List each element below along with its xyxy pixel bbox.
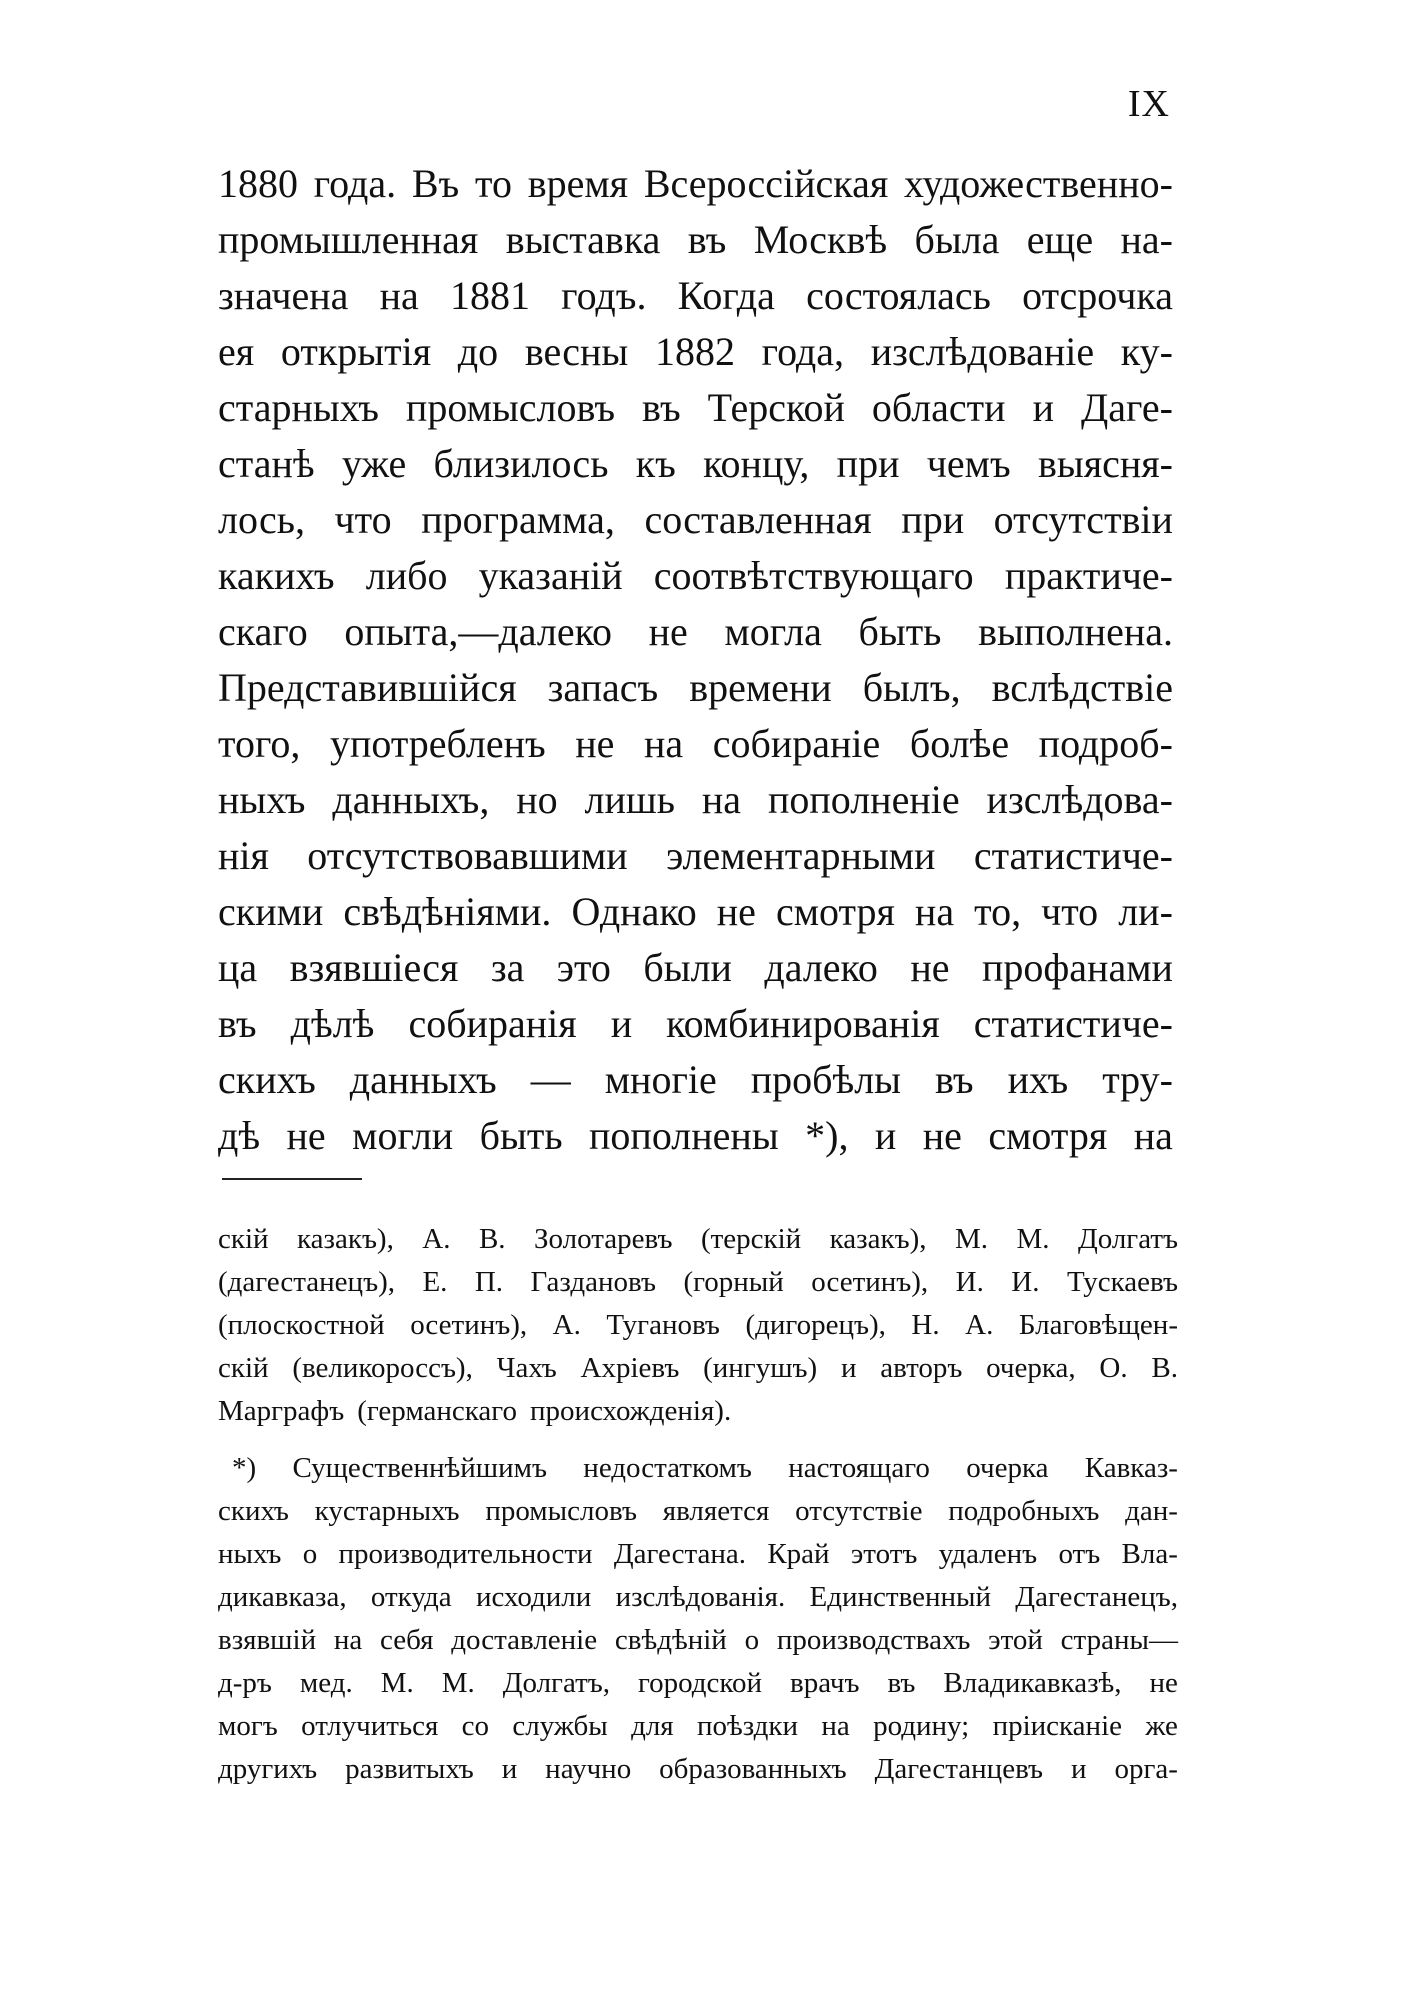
word: о (744, 1624, 760, 1656)
word: дѣлѣ (290, 1001, 375, 1046)
footnote-line (218, 1533, 1178, 1576)
word: родину; (873, 1710, 970, 1742)
word: Однако (571, 889, 697, 934)
word: Золотаревъ (534, 1223, 673, 1255)
word: смотря (988, 1113, 1108, 1158)
main-text-line (218, 716, 1173, 772)
word: значена (218, 273, 349, 318)
word: дѣ (218, 1113, 261, 1158)
main-text-line (218, 380, 1173, 436)
word: ца (218, 945, 258, 990)
word: мед. (299, 1667, 353, 1699)
word: области (871, 385, 1006, 430)
word: М. (954, 1223, 988, 1255)
word: пополненіе (767, 777, 960, 822)
word: пріисканіе (992, 1710, 1123, 1742)
word: статистиче- (973, 1001, 1173, 1046)
word: научно (545, 1753, 632, 1785)
word: (горный (683, 1266, 784, 1298)
word: происхожденія). (530, 1395, 732, 1427)
footnote-line (218, 1218, 1178, 1261)
word: П. (474, 1266, 504, 1298)
word: очерка (966, 1452, 1049, 1484)
word: еще (1026, 217, 1094, 262)
word: взявшій (218, 1624, 317, 1656)
word: 1880 (218, 161, 298, 206)
word: комбинированія (666, 1001, 940, 1046)
word: Дагестанецъ, (1015, 1581, 1178, 1613)
word: могъ (218, 1710, 278, 1742)
word: уже (341, 441, 407, 486)
word: промышленная (218, 217, 479, 262)
word: удаленъ (938, 1538, 1038, 1570)
word: старныхъ (218, 385, 379, 430)
word: очерка, (986, 1352, 1076, 1384)
word: скихъ (218, 1057, 316, 1102)
word: (германскаго (357, 1395, 517, 1427)
word: изслѣдованіе (870, 329, 1095, 374)
word: быть (858, 609, 942, 654)
word: М. (441, 1667, 475, 1699)
word: въ (887, 1667, 916, 1699)
word: на (644, 721, 684, 766)
word: Край (767, 1538, 830, 1570)
word: была (914, 217, 1000, 262)
word: Чахъ (496, 1352, 557, 1384)
word: М. (380, 1667, 414, 1699)
word: скими (218, 889, 324, 934)
word: А. (422, 1223, 451, 1255)
word: себя (380, 1624, 434, 1656)
footnote-continuation (218, 1218, 1178, 1433)
main-text-line (218, 1052, 1173, 1108)
word: на (701, 777, 742, 822)
word: на (333, 1624, 363, 1656)
word: концу, (703, 441, 810, 486)
word: поѣздки (696, 1710, 799, 1742)
main-text (218, 156, 1173, 1164)
word: изслѣдова- (986, 777, 1173, 822)
word: въ (935, 1057, 974, 1102)
word: скій (218, 1223, 269, 1255)
word: д-ръ (218, 1667, 272, 1699)
footnote-asterisk (218, 1447, 1178, 1791)
word: опыта,—далеко (344, 609, 612, 654)
word: практиче- (1004, 553, 1173, 598)
main-text-line (218, 324, 1173, 380)
word: Существеннѣйшимъ (292, 1452, 547, 1484)
word: не (648, 609, 688, 654)
word: выполнена. (978, 609, 1173, 654)
word: быть (479, 1113, 563, 1158)
word: дикавказа, (218, 1581, 347, 1613)
word: данныхъ, (332, 777, 490, 822)
word: на (379, 273, 419, 318)
word: кустарныхъ (314, 1495, 460, 1527)
word: Всероссійская (643, 161, 889, 206)
footnote-line (218, 1705, 1178, 1748)
word: взявшіеся (289, 945, 459, 990)
word: не (575, 721, 615, 766)
word: (плоскостной (218, 1309, 385, 1341)
word: свѣдѣніями. (343, 889, 552, 934)
word: и (874, 1113, 897, 1158)
word: А. (552, 1309, 581, 1341)
word: подроб- (1038, 721, 1173, 766)
word: службы (512, 1710, 608, 1742)
word: *), (805, 1113, 849, 1158)
word: другихъ (218, 1753, 318, 1785)
word: того, (218, 721, 301, 766)
word: 1881 (449, 273, 530, 318)
word: авторъ (880, 1352, 963, 1384)
word: употребленъ (329, 721, 546, 766)
word: то (475, 161, 512, 206)
word: но (516, 777, 558, 822)
word: были (643, 945, 732, 990)
main-text-line (218, 492, 1173, 548)
footnote-line (218, 1261, 1178, 1304)
word: изслѣдованія. (615, 1581, 786, 1613)
word: далеко (764, 945, 878, 990)
word: программа, (421, 497, 615, 542)
word: открытія (280, 329, 432, 374)
word: въ (218, 1001, 257, 1046)
word: не (922, 1113, 962, 1158)
word: свѣдѣній (614, 1624, 727, 1656)
word: чемъ (926, 441, 1011, 486)
word: за (490, 945, 525, 990)
word: нія (218, 833, 269, 878)
word: В. (1151, 1352, 1178, 1384)
word: отлучиться (301, 1710, 439, 1742)
word: Ахріевъ (580, 1352, 680, 1384)
word: до (457, 329, 499, 374)
main-text-line (218, 604, 1173, 660)
word: что (334, 497, 392, 542)
footnote-line (218, 1662, 1178, 1705)
word: И. (1011, 1266, 1040, 1298)
word: страны— (1060, 1624, 1178, 1656)
word: въ (642, 385, 681, 430)
word: промысловъ (485, 1495, 637, 1527)
word: (дагестанецъ), (218, 1266, 395, 1298)
word: скій (218, 1352, 269, 1384)
word: вслѣдствіе (991, 665, 1173, 710)
word: недостаткомъ (583, 1452, 752, 1484)
word: близилось (433, 441, 609, 486)
main-text-line (218, 772, 1173, 828)
footnote-line (218, 1390, 1178, 1433)
word: не (910, 945, 950, 990)
word: весны (524, 329, 629, 374)
word: Марграфъ (218, 1395, 345, 1427)
word: Н. (911, 1309, 940, 1341)
footnote-separator (222, 1178, 362, 1180)
word: времени (689, 665, 832, 710)
word: элементарными (666, 833, 936, 878)
word: (великороссъ), (292, 1352, 473, 1384)
footnote-gap (218, 1433, 1178, 1447)
main-text-line (218, 884, 1173, 940)
word: Тугановъ (606, 1309, 720, 1341)
word: Долгатъ, (502, 1667, 610, 1699)
word: этотъ (850, 1538, 918, 1570)
footnotes (218, 1218, 1178, 1791)
word: казакъ), (297, 1223, 394, 1255)
word: этой (988, 1624, 1043, 1656)
word: тру- (1102, 1057, 1173, 1102)
word: промысловъ (405, 385, 616, 430)
main-text-line (218, 156, 1173, 212)
word: многіе (604, 1057, 717, 1102)
word: лось, (218, 497, 305, 542)
word: орга- (1114, 1753, 1178, 1785)
word: казакъ), (829, 1223, 927, 1255)
word: Газдановъ (530, 1266, 656, 1298)
word: Вла- (1121, 1538, 1178, 1570)
word: Владикавказѣ, (943, 1667, 1122, 1699)
word: соотвѣтствующаго (653, 553, 974, 598)
word: дан- (1125, 1495, 1178, 1527)
word: Терской (707, 385, 845, 430)
word: ныхъ (218, 1538, 282, 1570)
word: Москвѣ (753, 217, 888, 262)
word: на (1133, 1113, 1173, 1158)
word: это (556, 945, 611, 990)
word: смотря (775, 889, 895, 934)
word: развитыхъ (345, 1753, 474, 1785)
word: О. (1099, 1352, 1128, 1384)
word: настоящаго (788, 1452, 930, 1484)
word: и (501, 1753, 518, 1785)
word: доставленіе (451, 1624, 598, 1656)
footnote-line (218, 1576, 1178, 1619)
word: былъ, (862, 665, 961, 710)
word: (ингушъ) (703, 1352, 818, 1384)
footnote-line (218, 1748, 1178, 1791)
word: года. (313, 161, 397, 206)
word: въ (687, 217, 727, 262)
main-text-line (218, 996, 1173, 1052)
main-text-line (218, 660, 1173, 716)
footnote-line (218, 1490, 1178, 1533)
main-text-line (218, 940, 1173, 996)
word: для (631, 1710, 674, 1742)
word: откуда (370, 1581, 452, 1613)
word: Кавказ- (1084, 1452, 1178, 1484)
word: подробныхъ (948, 1495, 1100, 1527)
word: данныхъ (349, 1057, 497, 1102)
main-text-line (218, 1108, 1173, 1164)
word: что (1041, 889, 1099, 934)
word: собираніе (712, 721, 881, 766)
word: указаній (478, 553, 623, 598)
word: и (610, 1001, 633, 1046)
word: городской (637, 1667, 763, 1699)
word: станѣ (218, 441, 315, 486)
word: отсутствовавшими (307, 833, 628, 878)
word: Единственный (809, 1581, 992, 1613)
word: либо (365, 553, 448, 598)
word: Представившійся (218, 665, 517, 710)
word: статистиче- (973, 833, 1173, 878)
word: исходили (475, 1581, 592, 1613)
footnote-line (218, 1304, 1178, 1347)
word: пополнены (589, 1113, 779, 1158)
main-text-line (218, 436, 1173, 492)
word: ея (218, 329, 255, 374)
word: скаго (218, 609, 308, 654)
word: (терскій (700, 1223, 802, 1255)
word: не (716, 889, 756, 934)
word: то, (974, 889, 1022, 934)
word: на (914, 889, 955, 934)
word: лишь (584, 777, 675, 822)
word: болѣе (909, 721, 1010, 766)
word: Е. (422, 1266, 448, 1298)
word: *) (232, 1452, 257, 1484)
word: Въ (411, 161, 460, 206)
word: А. (965, 1309, 994, 1341)
word: Долгатъ (1077, 1223, 1178, 1255)
word: (дигорецъ), (745, 1309, 886, 1341)
footnote-line (218, 1447, 1178, 1490)
word: со (461, 1710, 490, 1742)
word: время (527, 161, 629, 206)
word: Дагестанцевъ (874, 1753, 1044, 1785)
word: при (901, 497, 965, 542)
word: состоялась (806, 273, 991, 318)
word: скихъ (218, 1495, 289, 1527)
word: какихъ (218, 553, 335, 598)
word: Даге- (1080, 385, 1173, 430)
word: художественно- (904, 161, 1173, 206)
word: Благовѣщен- (1018, 1309, 1178, 1341)
word: составленная (644, 497, 872, 542)
word: Тускаевъ (1066, 1266, 1178, 1298)
word: ихъ (1007, 1057, 1069, 1102)
word: не (286, 1113, 326, 1158)
word: отъ (1058, 1538, 1101, 1570)
word: собиранія (408, 1001, 577, 1046)
word: 1882 (654, 329, 735, 374)
word: осетинъ), (410, 1309, 528, 1341)
word: запасъ (547, 665, 659, 710)
word: къ (635, 441, 676, 486)
word: при (836, 441, 900, 486)
word: отсутствіи (993, 497, 1173, 542)
word: могли (352, 1113, 454, 1158)
word: ку- (1120, 329, 1173, 374)
footnote-line (218, 1347, 1178, 1390)
word: является (662, 1495, 770, 1527)
word: отсрочка (1022, 273, 1173, 318)
word: годъ. (561, 273, 647, 318)
word: о (302, 1538, 318, 1570)
word: Дагестана. (613, 1538, 746, 1570)
word: могла (724, 609, 822, 654)
word: на- (1120, 217, 1173, 262)
word: профанами (981, 945, 1173, 990)
word: выясня- (1037, 441, 1173, 486)
word: образованныхъ (659, 1753, 847, 1785)
main-text-line (218, 212, 1173, 268)
word: и (1032, 385, 1054, 430)
word: ли- (1118, 889, 1173, 934)
word: врачъ (790, 1667, 860, 1699)
word: М. (1016, 1223, 1050, 1255)
main-text-line (218, 268, 1173, 324)
word: И. (955, 1266, 984, 1298)
word: же (1145, 1710, 1178, 1742)
word: года, (761, 329, 845, 374)
word: — (530, 1057, 571, 1102)
footnote-line (218, 1619, 1178, 1662)
word: на (821, 1710, 850, 1742)
word: производствахъ (776, 1624, 971, 1656)
page-number: IX (1127, 83, 1170, 125)
word: не (1149, 1667, 1178, 1699)
word: производительности (338, 1538, 593, 1570)
word: В. (478, 1223, 506, 1255)
word: осетинъ), (811, 1266, 929, 1298)
word: и (1071, 1753, 1087, 1785)
main-text-line (218, 828, 1173, 884)
word: пробѣлы (750, 1057, 902, 1102)
word: выставка (505, 217, 661, 262)
word: ныхъ (218, 777, 306, 822)
main-text-line (218, 548, 1173, 604)
word: Когда (677, 273, 775, 318)
word: и (840, 1352, 857, 1384)
word: отсутствіе (795, 1495, 923, 1527)
